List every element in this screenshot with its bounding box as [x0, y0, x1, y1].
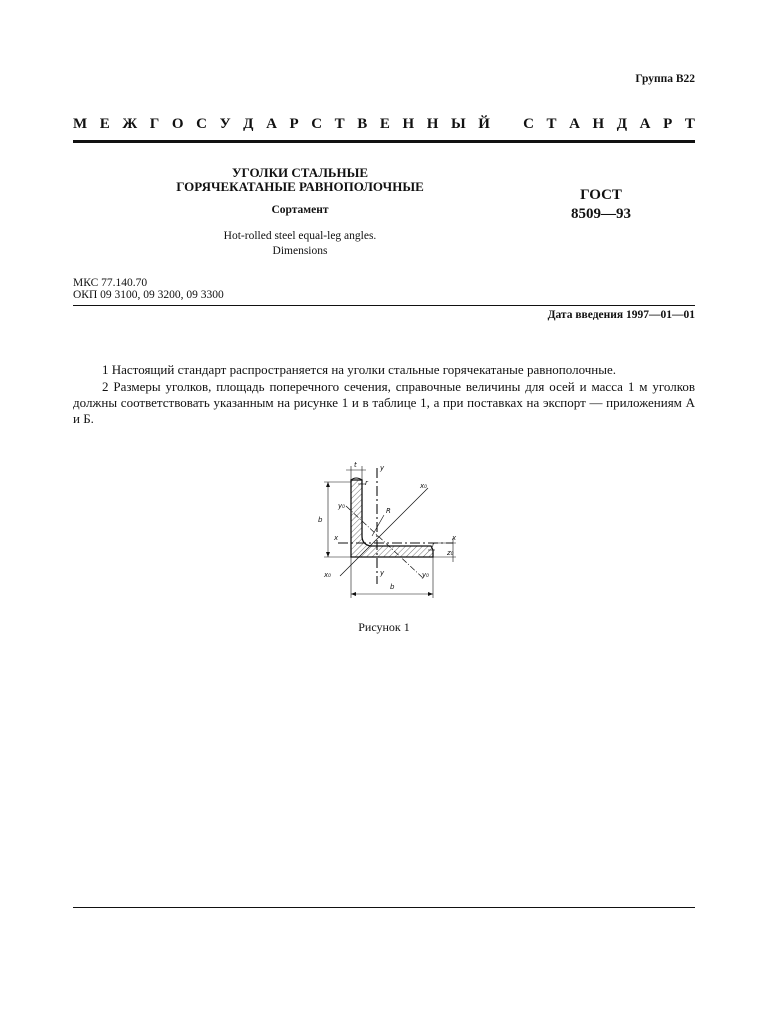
- label-x0-bottom: x₀: [324, 571, 331, 579]
- label-x-left: x: [334, 534, 339, 542]
- interstate-letter: М: [73, 116, 88, 132]
- interstate-letter: А: [266, 116, 277, 132]
- interstate-letter: У: [219, 116, 231, 132]
- interstate-letter: Т: [334, 116, 345, 132]
- interstate-letter: А: [639, 116, 651, 132]
- footer-rule: [73, 907, 695, 908]
- label-r-right: r: [432, 541, 435, 549]
- interstate-letter: Н: [402, 116, 415, 132]
- interstate-letter: В: [357, 116, 368, 132]
- interstate-letter: Е: [99, 116, 110, 132]
- interstate-letter: О: [171, 116, 184, 132]
- interstate-letter: Д: [243, 116, 254, 132]
- interstate-letter: Н: [592, 116, 605, 132]
- angle-profile: [351, 480, 433, 557]
- label-R: R: [386, 507, 391, 515]
- okp-code: ОКП 09 3100, 09 3200, 09 3300: [73, 289, 224, 301]
- label-t: t: [354, 461, 357, 469]
- interstate-letter: Ж: [122, 116, 138, 132]
- introduction-date: Дата введения 1997—01—01: [547, 309, 695, 321]
- title-line-2: ГОРЯЧЕКАТАНЫЕ РАВНОПОЛОЧНЫЕ: [176, 179, 424, 194]
- angle-section-figure: [318, 458, 468, 608]
- interstate-letter: С: [523, 116, 534, 132]
- label-y-bottom: y: [380, 569, 385, 577]
- label-y0-left: y₀: [338, 502, 345, 510]
- gost-designation: [556, 186, 646, 224]
- date-rule: [73, 305, 695, 306]
- interstate-letter: Т: [546, 116, 557, 132]
- interstate-letter: Р: [663, 116, 673, 132]
- interstate-letter: С: [311, 116, 323, 132]
- interstate-letter: Н: [426, 116, 439, 132]
- group-code: Группа В22: [635, 73, 695, 85]
- label-x0-top: x₀: [420, 482, 427, 490]
- interstate-letter: Г: [149, 116, 160, 132]
- english-title-line-2: Dimensions: [272, 245, 328, 257]
- subtitle: Сортамент: [271, 204, 329, 216]
- label-b-vertical: b: [318, 516, 323, 524]
- english-title: [160, 229, 440, 259]
- label-r-top: r: [365, 479, 368, 487]
- mks-code: МКС 77.140.70: [73, 277, 148, 289]
- interstate-standard-heading: [73, 116, 695, 133]
- english-title-line-1: Hot-rolled steel equal-leg angles.: [223, 230, 377, 242]
- interstate-letter: Е: [379, 116, 390, 132]
- label-z0: z₀: [447, 549, 454, 557]
- gost-number: 8509—93: [571, 206, 631, 222]
- gost-label: ГОСТ: [580, 187, 622, 203]
- interstate-letter: Й: [478, 116, 490, 132]
- label-y0-bottom: y₀: [422, 571, 429, 579]
- interstate-letter: С: [196, 116, 207, 132]
- label-b-horizontal: b: [390, 583, 395, 591]
- paragraph-2: 2 Размеры уголков, площадь поперечного сечения, справочные величины для осей и масса 1 м уголков должны соответствовать указанным на рисунке 1 и в таблице 1, а при поставках на экспорт — приложениям А и Б.: [73, 379, 695, 426]
- header-rule: [73, 140, 695, 143]
- paragraph-1: 1 Настоящий стандарт распространяется на уголки стальные горячекатаные равнополочные.: [102, 362, 616, 377]
- figure-caption: Рисунок 1: [358, 620, 410, 634]
- interstate-letter: Р: [289, 116, 299, 132]
- title-block: [160, 166, 440, 259]
- interstate-letter: Ы: [450, 116, 466, 132]
- interstate-letter: А: [569, 116, 580, 132]
- label-y-top: y: [380, 464, 385, 472]
- word-gap: [503, 116, 511, 133]
- interstate-letter: Д: [616, 116, 628, 132]
- classification-codes: [73, 277, 224, 301]
- radius-leader: [372, 515, 384, 536]
- interstate-letter: Т: [684, 116, 695, 132]
- label-x-right: x: [452, 534, 457, 542]
- title-line-1: УГОЛКИ СТАЛЬНЫЕ: [231, 165, 369, 180]
